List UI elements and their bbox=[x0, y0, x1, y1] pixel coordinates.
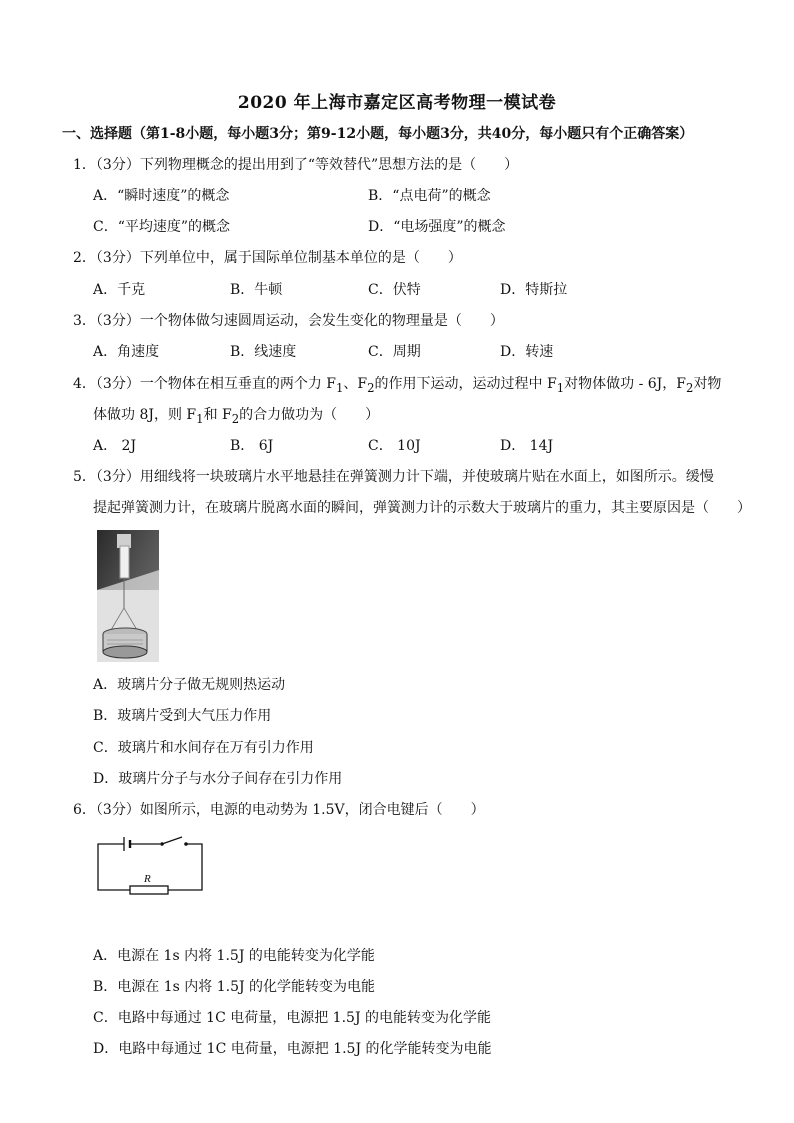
subscript: 2 bbox=[686, 380, 694, 395]
circuit-icon bbox=[96, 834, 206, 896]
question-6-option-d: D．电路中每通过 1C 电荷量，电源把 1.5J 的化学能转变为电能 bbox=[93, 1041, 492, 1057]
circuit-diagram bbox=[96, 834, 206, 896]
question-6-stem: 6．（3分）如图所示，电源的电动势为 1.5V，闭合电键后（ ） bbox=[73, 802, 485, 818]
question-2-option-c: C．伏特 bbox=[368, 282, 421, 298]
question-2-option-a: A．千克 bbox=[93, 282, 146, 298]
question-4-option-b: B． 6J bbox=[230, 438, 274, 454]
section-heading: 一、选择题（第1-8小题，每小题3分；第9-12小题，每小题3分，共40分，每小题只有个正确答案） bbox=[62, 126, 694, 142]
question-6-option-a: A．电源在 1s 内将 1.5J 的电能转变为化学能 bbox=[93, 948, 375, 964]
subscript: 2 bbox=[367, 380, 375, 395]
question-1-option-d: D．“电场强度”的概念 bbox=[368, 219, 506, 235]
question-3-option-b: B．线速度 bbox=[230, 344, 297, 360]
question-3-option-a: A．角速度 bbox=[93, 344, 160, 360]
question-4-option-d: D． 14J bbox=[500, 438, 554, 454]
spring-scale-photo-icon bbox=[97, 530, 159, 662]
q4-text: 的合力做功为（ ） bbox=[239, 407, 380, 423]
page-title: 2020 年上海市嘉定区高考物理一模试卷 bbox=[237, 93, 557, 113]
subscript: 1 bbox=[335, 380, 344, 395]
question-3-option-c: C．周期 bbox=[368, 344, 421, 360]
question-4-option-c: C． 10J bbox=[368, 438, 421, 454]
question-6-option-c: C．电路中每通过 1C 电荷量，电源把 1.5J 的电能转变为化学能 bbox=[93, 1010, 492, 1026]
subscript: 1 bbox=[556, 380, 565, 395]
spring-scale-glass-photo bbox=[97, 530, 159, 662]
question-1-option-c: C．“平均速度”的概念 bbox=[93, 219, 231, 235]
question-3-stem: 3．（3分）一个物体做匀速圆周运动，会发生变化的物理量是（ ） bbox=[73, 313, 504, 329]
question-4-option-a: A． 2J bbox=[93, 438, 137, 454]
question-6-option-b: B．电源在 1s 内将 1.5J 的化学能转变为电能 bbox=[93, 979, 376, 995]
question-5-stem-line-1: 5．（3分）用细线将一块玻璃片水平地悬挂在弹簧测力计下端，并使玻璃片贴在水面上，如图所示。缓慢 bbox=[73, 469, 714, 485]
question-4-stem-line-1 bbox=[73, 374, 721, 398]
q4-text: 对物 bbox=[693, 376, 722, 392]
question-5-option-b: B．玻璃片受到大气压力作用 bbox=[93, 708, 272, 724]
subscript: 2 bbox=[231, 411, 240, 426]
question-5-option-d: D．玻璃片分子与水分子间存在引力作用 bbox=[93, 771, 343, 787]
resistor-label: R bbox=[144, 873, 151, 885]
question-4-stem-line-2 bbox=[93, 405, 379, 429]
q4-text: 体做功 8J，则 F bbox=[93, 407, 197, 423]
question-5-option-a: A．玻璃片分子做无规则热运动 bbox=[93, 677, 286, 693]
question-2-option-b: B．牛顿 bbox=[230, 282, 283, 298]
question-1-stem: 1．（3分）下列物理概念的提出用到了“等效替代”思想方法的是（ ） bbox=[73, 157, 519, 173]
question-5-option-c: C．玻璃片和水间存在万有引力作用 bbox=[93, 740, 314, 756]
question-3-option-d: D．转速 bbox=[500, 344, 554, 360]
q4-text: 、F bbox=[343, 376, 368, 392]
q4-text: 4．（3分）一个物体在相互垂直的两个力 F bbox=[73, 376, 336, 392]
question-5-stem-line-2: 提起弹簧测力计，在玻璃片脱离水面的瞬间，弹簧测力计的示数大于玻璃片的重力，其主要原因是（ ） bbox=[93, 500, 751, 516]
q4-text: 对物体做功 - 6J，F bbox=[564, 376, 687, 392]
question-2-stem: 2．（3分）下列单位中，属于国际单位制基本单位的是（ ） bbox=[73, 250, 462, 266]
q4-text: 和 F bbox=[203, 407, 232, 423]
question-1-option-b: B．“点电荷”的概念 bbox=[368, 188, 491, 204]
question-2-option-d: D．特斯拉 bbox=[500, 282, 568, 298]
question-1-option-a: A．“瞬时速度”的概念 bbox=[93, 188, 230, 204]
q4-text: 的作用下运动，运动过程中 F bbox=[374, 376, 557, 392]
subscript: 1 bbox=[196, 411, 204, 426]
